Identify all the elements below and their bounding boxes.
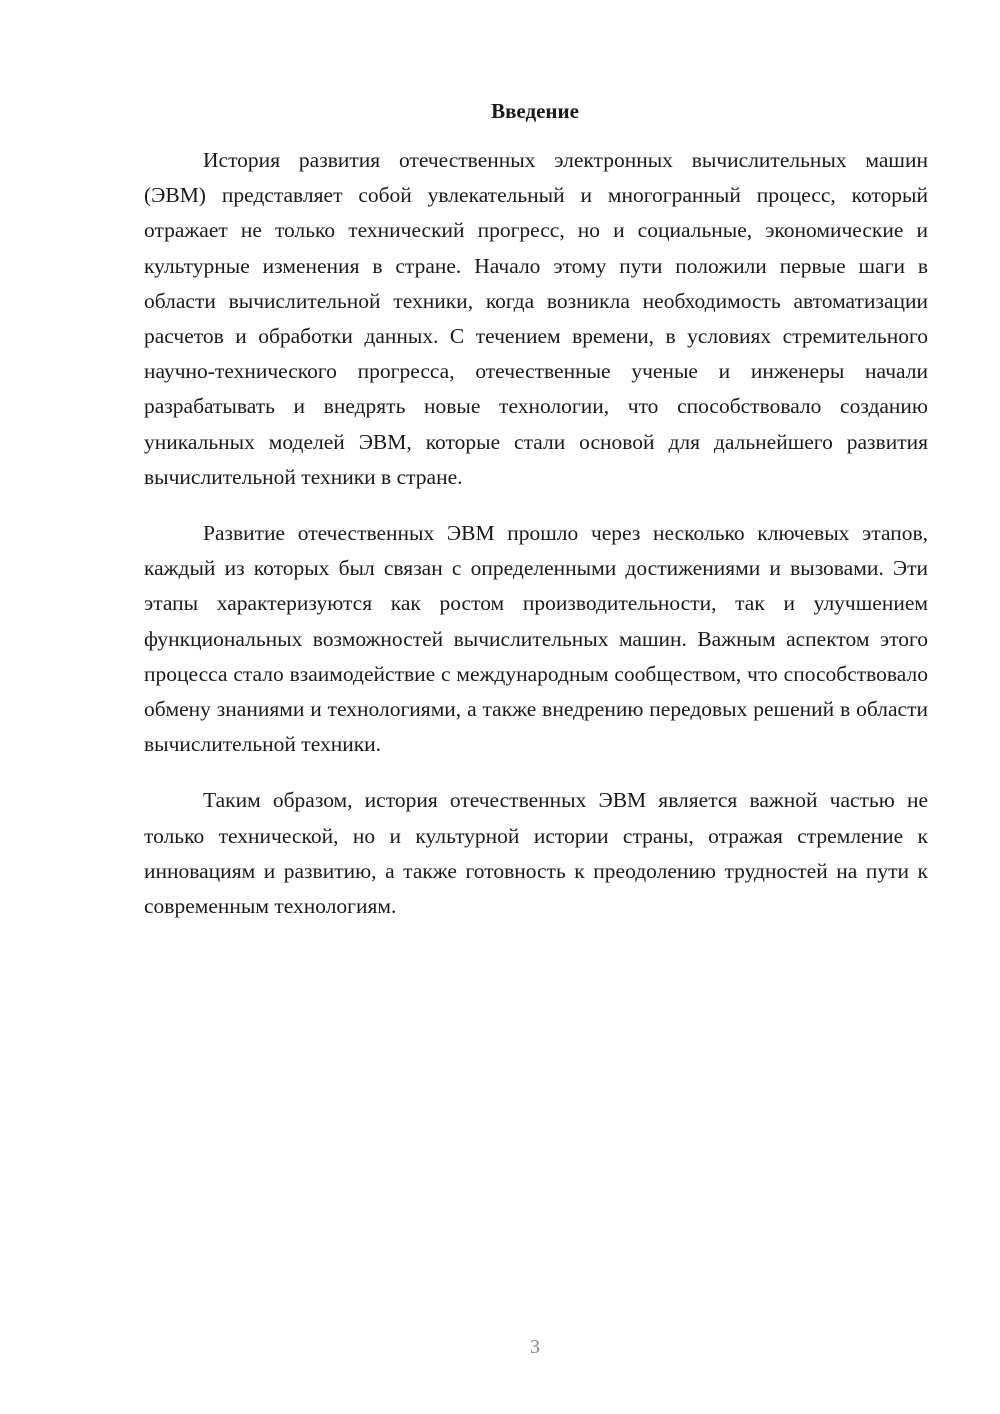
paragraph-3: Таким образом, история отечественных ЭВМ является важной частью не только технической, но и культурной истории страны, отражая стремление к инновациям и развитию, а также готовность к преодолению трудностей на пути к современным технологиям. bbox=[144, 788, 928, 919]
body-text bbox=[144, 143, 928, 924]
section-title: Введение bbox=[491, 99, 579, 123]
paragraph-1: История развития отечественных электронных вычислительных машин (ЭВМ) представляет собой увлекательный и многогранный процесс, который отражает не только технический прогресс, но и социальные, экономические и культурные изменения в стране. Начало этому пути положили первые шаги в области вычислительной техники, когда возникла необходимость автоматизации расчетов и обработки данных. С течением времени, в условиях стремительного научно-технического прогресса, отечественные ученые и инженеры начали разрабатывать и внедрять новые технологии, что способствовало созданию уникальных моделей ЭВМ, которые стали основой для дальнейшего развития вычислительной техники в стране. bbox=[144, 148, 928, 489]
paragraph-2: Развитие отечественных ЭВМ прошло через несколько ключевых этапов, каждый из которых был связан с определенными достижениями и вызовами. Эти этапы характеризуются как ростом производительности, так и улучшением функциональных возможностей вычислительных машин. Важным аспектом этого процесса стало взаимодействие с международным сообществом, что способствовало обмену знаниями и технологиями, а также внедрению передовых решений в области вычислительной техники. bbox=[144, 521, 928, 757]
page-number: 3 bbox=[530, 1336, 540, 1358]
